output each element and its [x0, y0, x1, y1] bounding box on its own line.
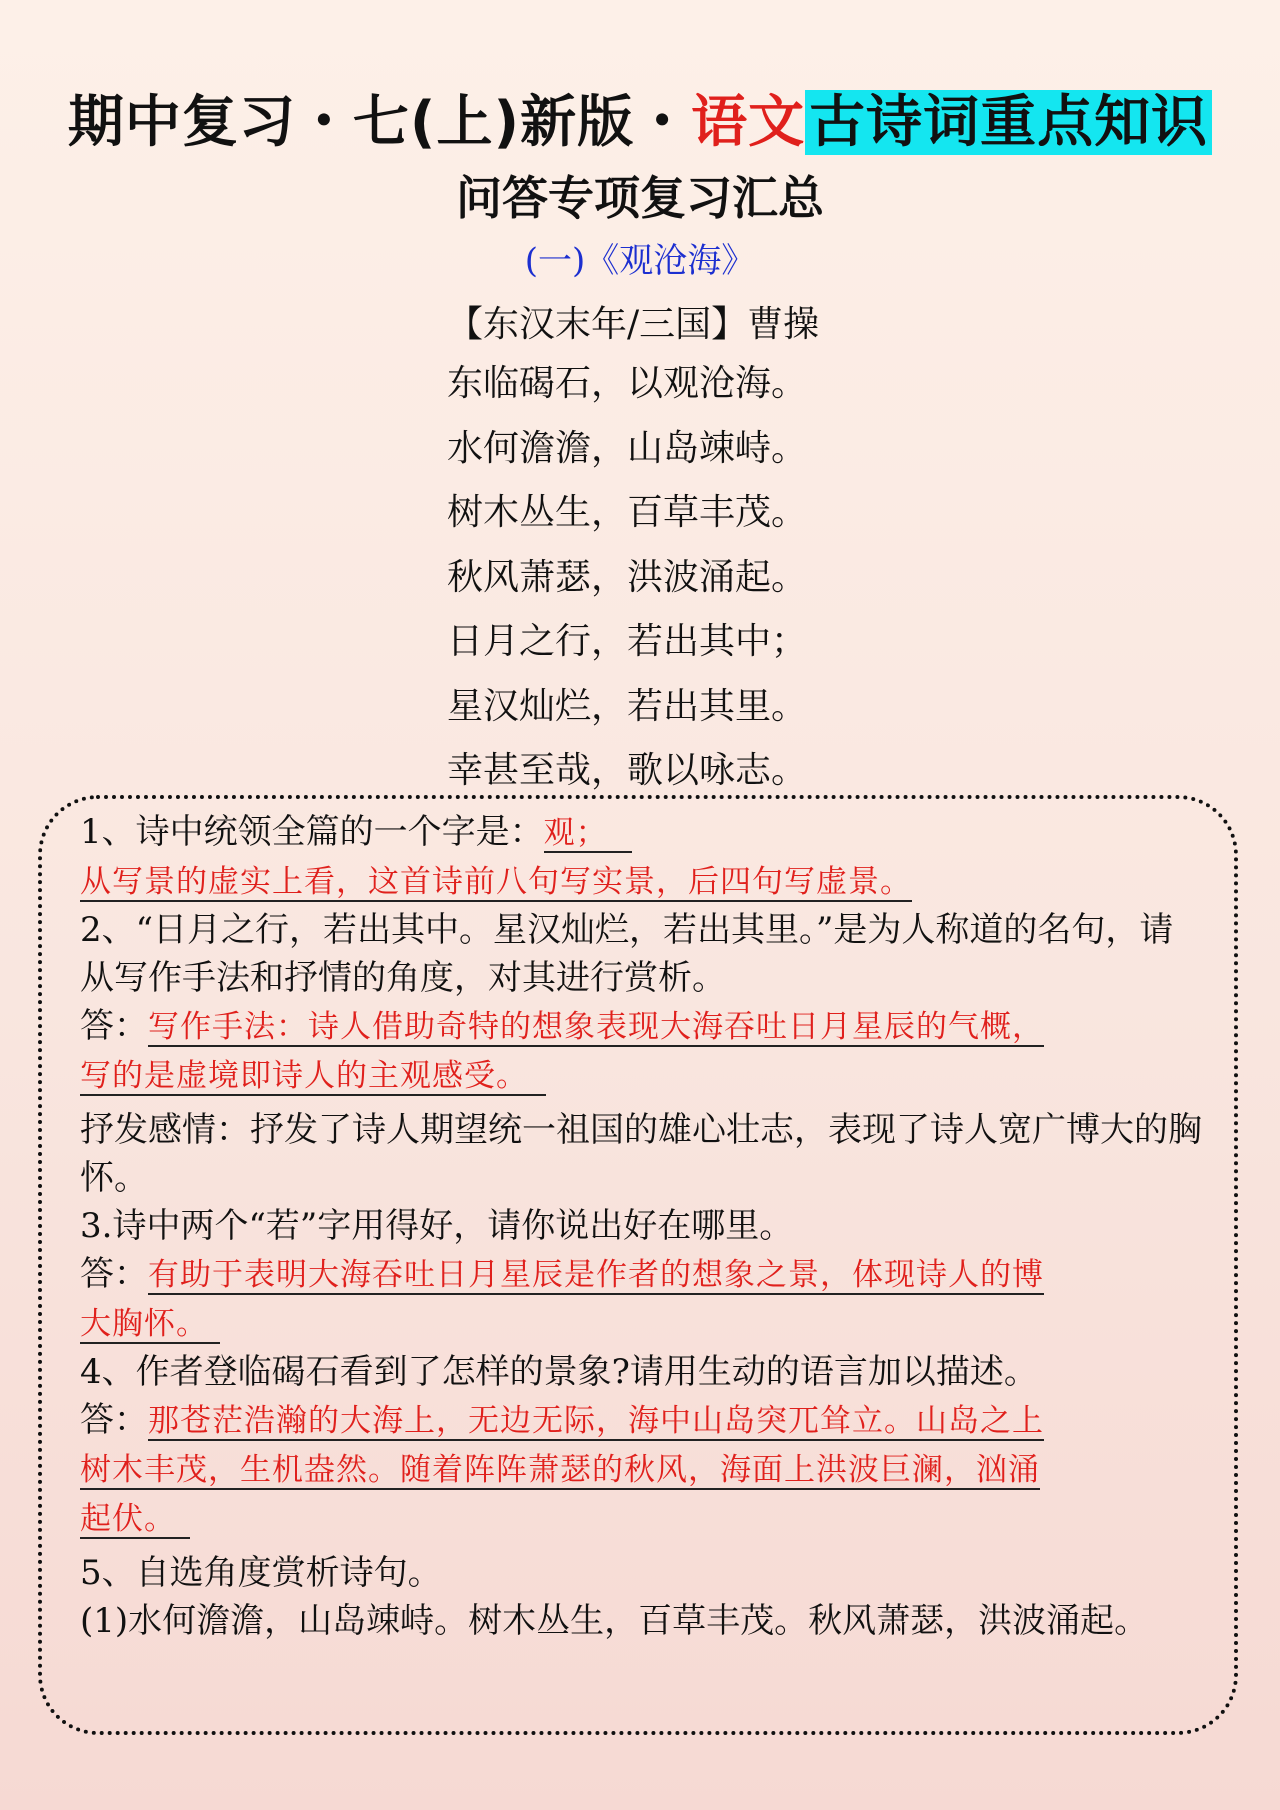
answer-2-label: 答：	[80, 1006, 148, 1046]
page-subtitle: 问答专项复习汇总	[456, 171, 824, 225]
answer-3-line-1: 有助于表明大海吞吐日月星辰是作者的想象之景，体现诗人的博	[148, 1257, 1044, 1293]
answer-1: 观；	[544, 815, 632, 853]
answer-4-row-2	[80, 1445, 1205, 1494]
answer-4-line-2: 树木丰茂，生机盎然。随着阵阵萧瑟的秋风，海面上洪波巨澜，汹涌	[80, 1452, 1040, 1488]
answer-2-line-1: 写作手法：诗人借助奇特的想象表现大海吞吐日月星辰的气概，	[148, 1009, 1044, 1045]
question-5-1: (1)水何澹澹，山岛竦峙。树木丛生，百草丰茂。秋风萧瑟，洪波涌起。	[80, 1601, 1149, 1641]
qa-section	[80, 808, 1205, 1645]
answer-3-label: 答：	[80, 1254, 148, 1294]
answer-2-row-1	[80, 1002, 1205, 1051]
poem-lines	[447, 362, 807, 814]
question-1	[80, 808, 1205, 857]
poem-line: 星汉灿烂，若出其里。	[447, 685, 808, 727]
poem-author: 【东汉末年/三国】曹操	[447, 304, 820, 345]
answer-4-row-1	[80, 1396, 1205, 1445]
answer-3-row-2	[80, 1299, 1205, 1348]
title-part-main: 期中复习・七(上)新版・	[67, 90, 692, 155]
poem-line: 水何澹澹，山岛竦峙。	[447, 427, 808, 469]
poem-line: 树木丛生，百草丰茂。	[447, 492, 808, 533]
question-5: 5、自选角度赏析诗句。	[80, 1553, 442, 1593]
answer-4-line-1: 那苍茫浩瀚的大海上，无边无际，海中山岛突兀耸立。山岛之上	[148, 1403, 1044, 1439]
poem-line: 幸甚至哉，歌以咏志。	[447, 750, 808, 791]
title-subject: 语文	[691, 90, 806, 155]
answer-1-note: 从写景的虚实上看，这首诗前八句写实景，后四句写虚景。	[80, 864, 912, 900]
question-4: 4、作者登临碣石看到了怎样的景象?请用生动的语言加以描述。	[80, 1352, 1038, 1392]
poem-line: 秋风萧瑟，洪波涌起。	[447, 556, 808, 598]
answer-3-row-1	[80, 1250, 1205, 1299]
answer-3-line-2: 大胸怀。	[80, 1306, 220, 1344]
question-2: 2、“日月之行，若出其中。星汉灿烂，若出其里。”是为人称道的名句，请从写作手法和抒情的角度，对其进行赏析。	[80, 910, 1174, 998]
answer-4-label: 答：	[80, 1400, 148, 1440]
answer-4-row-3	[80, 1494, 1205, 1543]
title-highlight: 古诗词重点知识	[805, 90, 1212, 155]
answer-4-line-3: 起伏。	[80, 1501, 190, 1539]
question-1-text: 1、诗中统领全篇的一个字是：	[80, 812, 544, 852]
answer-2-row-2	[80, 1051, 1205, 1100]
poem-line: 东临碣石，以观沧海。	[447, 363, 808, 404]
question-3: 3.诗中两个“若”字用得好，请你说出好在哪里。	[80, 1206, 794, 1246]
answer-1-note-row	[80, 857, 1205, 906]
poem-line: 日月之行，若出其中；	[447, 621, 808, 662]
section-heading: (一)《观沧海》	[524, 241, 756, 281]
answer-2-line-2: 写的是虚境即诗人的主观感受。	[80, 1058, 546, 1096]
question-2-emotion: 抒发感情：抒发了诗人期望统一祖国的雄心壮志，表现了诗人宽广博大的胸怀。	[80, 1110, 1202, 1198]
page-title	[0, 78, 1280, 158]
